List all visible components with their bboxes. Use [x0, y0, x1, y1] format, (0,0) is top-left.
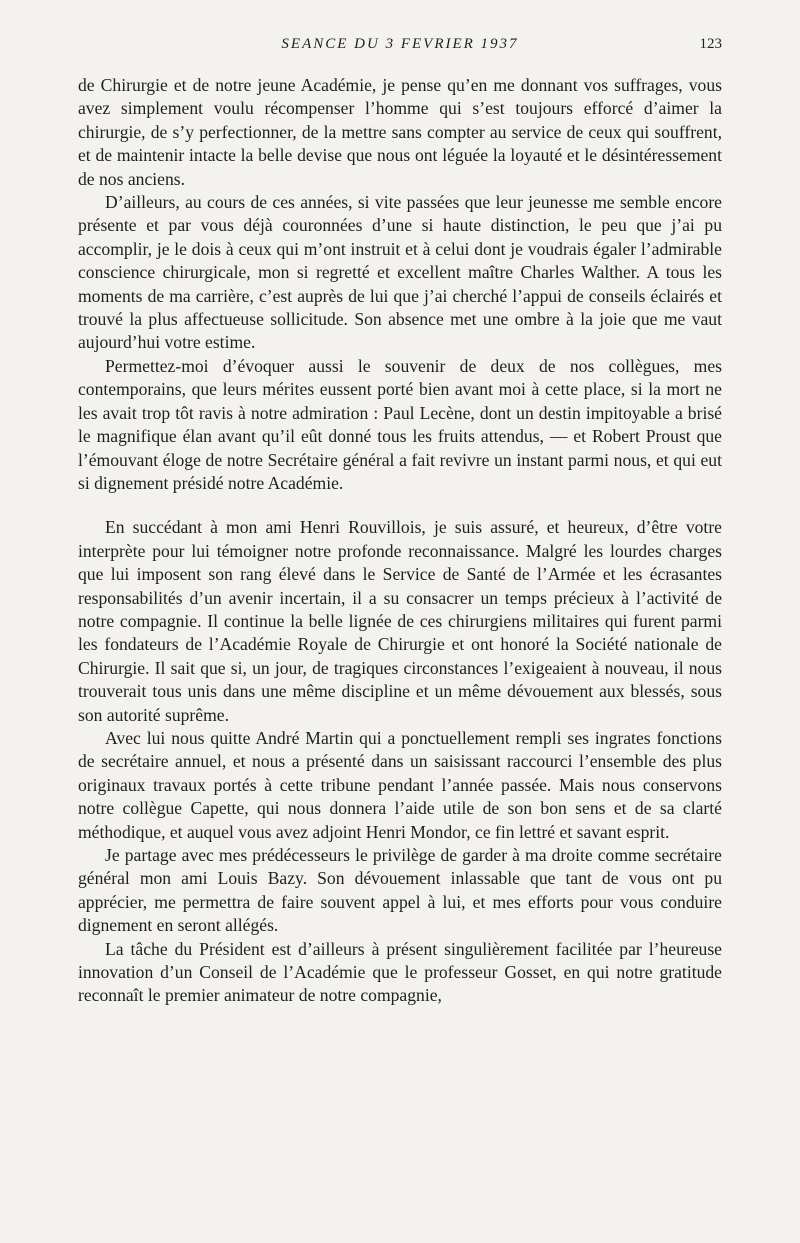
- header-title: SEANCE DU 3 FEVRIER 1937: [281, 36, 519, 52]
- paragraph: de Chirurgie et de notre jeune Académie, je pense qu’en me donnant vos suffrages, vous avez simplement voulu récompenser l’homme qui s’est toujours efforcé d’aimer la chirurgie, de s’y perfectionner, de la mettre sans compter au service de ceux qui souffrent, et de maintenir intacte la belle devise que nous ont léguée la loyauté et le désintéressement de nos anciens.: [78, 75, 722, 189]
- paragraph: En succédant à mon ami Henri Rouvillois, je suis assuré, et heureux, d’être votre interprète pour lui témoigner notre profonde reconnaissance. Malgré les lourdes charges que lui imposent son rang élevé dans le Service de Santé de l’Armée et les écrasantes responsabilités d’un avenir incertain, il a su consacrer un temps précieux à l’activité de notre compagnie. Il continue la belle lignée de ces chirurgiens militaires qui furent parmi les fondateurs de l’Académie Royale de Chirurgie et ont honoré la Société nationale de Chirurgie. Il sait que si, un jour, de tragiques circonstances l’exigeaient à nouveau, il nous trouverait tous unis dans une même discipline et un même dévouement aux blessés, sous son autorité suprême.: [78, 517, 722, 725]
- running-header: [78, 36, 722, 58]
- paragraph: Avec lui nous quitte André Martin qui a ponctuellement rempli ses ingrates fonctions de secrétaire annuel, et nous a présenté dans un saisissant raccourci l’ensemble des plus originaux travaux portés à cette tribune pendant l’année passée. Mais nous conservons notre collègue Capette, qui nous donnera l’aide utile de son bon sens et de sa clarté méthodique, et auquel vous avez adjoint Henri Mondor, ce fin lettré et savant esprit.: [78, 727, 722, 842]
- body-text: [78, 74, 722, 1008]
- paragraph: Permettez-moi d’évoquer aussi le souvenir de deux de nos collègues, mes contemporains, que leurs mérites eussent porté bien avant moi à cette place, si la mort ne les avait trop tôt ravis à notre admiration : Paul Lecène, dont un destin impitoyable a brisé le magnifique élan avant qu’il eût donné tous les fruits attendus, — et Robert Proust que l’émouvant éloge de notre Secrétaire général a fait revivre un instant parmi nous, et qui eut si dignement présidé notre Académie.: [78, 355, 722, 493]
- page-number: 123: [699, 36, 722, 52]
- section-break: [78, 495, 722, 516]
- paragraph: La tâche du Président est d’ailleurs à présent singulièrement facilitée par l’heureuse innovation d’un Conseil de l’Académie que le professeur Gosset, en qui notre gratitude reconnaît le premier animateur de notre compagnie,: [78, 938, 722, 1006]
- paragraph: Je partage avec mes prédécesseurs le privilège de garder à ma droite comme secrétaire général mon ami Louis Bazy. Son dévouement inlassable que tant de vous ont pu apprécier, me permettra de faire souvent appel à lui, et mes efforts pour vous conduire dignement en seront allégés.: [78, 845, 722, 936]
- paragraph: D’ailleurs, au cours de ces années, si vite passées que leur jeunesse me semble encore présente et par vous déjà couronnées d’une si haute distinction, le peu que j’ai pu accomplir, je le dois à ceux qui m’ont instruit et à celui dont je voudrais égaler l’admirable conscience chirurgicale, mon si regretté et excellent maître Charles Walther. A tous les moments de ma carrière, c’est auprès de lui que j’ai cherché l’appui de conseils éclairés et trouvé la plus affectueuse sollicitude. Son absence met une ombre à la joie que me vaut aujourd’hui votre estime.: [78, 192, 722, 353]
